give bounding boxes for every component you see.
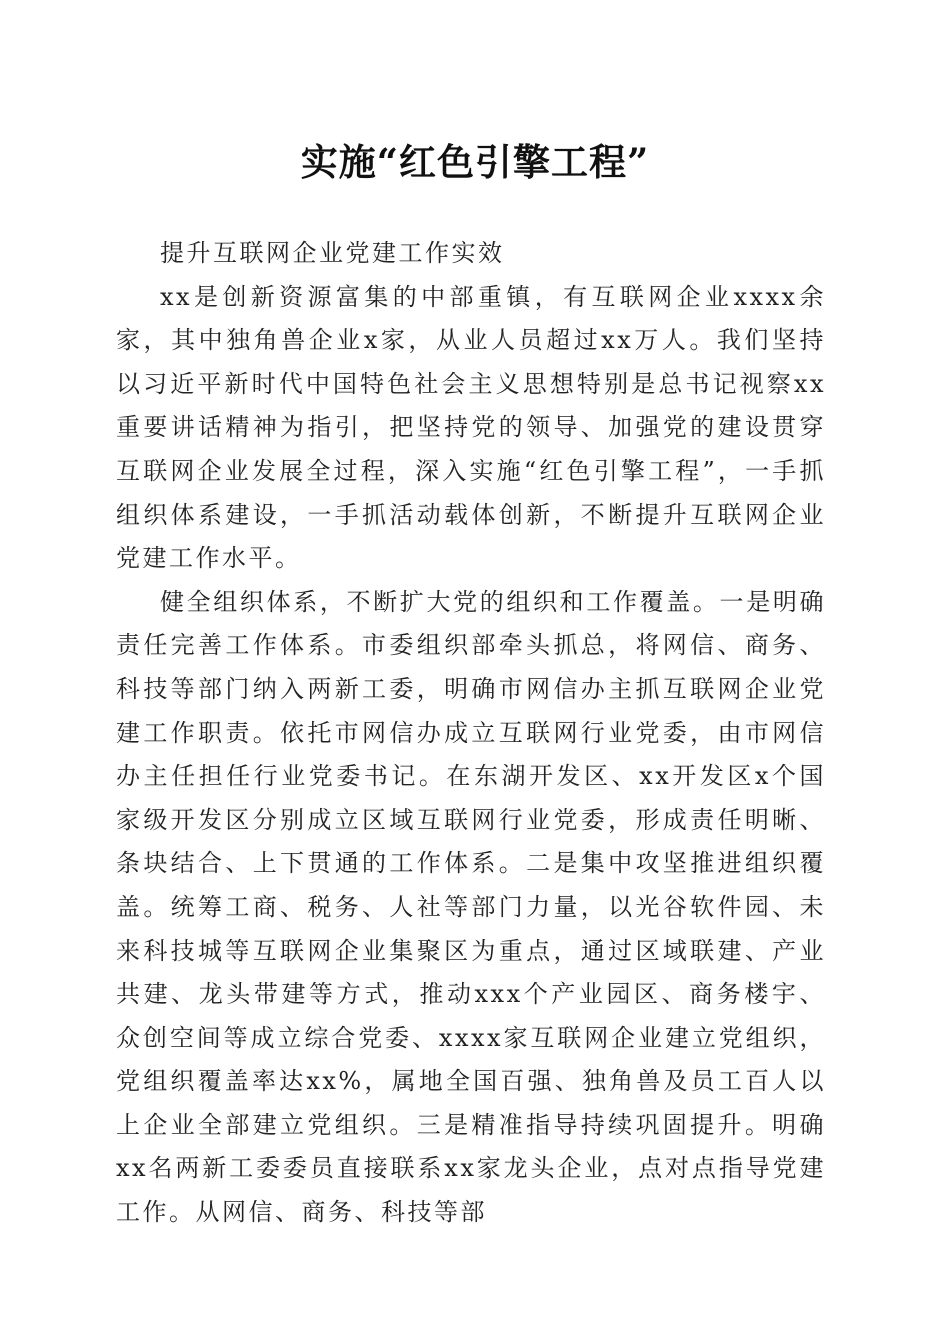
body-paragraph: xx是创新资源富集的中部重镇，有互联网企业xxxx余家，其中独角兽企业x家，从业人员超过xx万人。我们坚持以习近平新时代中国特色社会主义思想特别是总书记视察xx重要讲话精神为指引，把坚持党的领导、加强党的建设贯穿互联网企业发展全过程，深入实施“红色引擎工程”，一手抓组织体系建设，一手抓活动载体创新，不断提升互联网企业党建工作水平。	[116, 282, 826, 573]
document-title: 实施“红色引擎工程”	[300, 140, 650, 184]
body-paragraph: 健全组织体系，不断扩大党的组织和工作覆盖。一是明确责任完善工作体系。市委组织部牵头抓总，将网信、商务、科技等部门纳入两新工委，明确市网信办主抓互联网企业党建工作职责。依托市网信办成立互联网行业党委，由市网信办主任担任行业党委书记。在东湖开发区、xx开发区x个国家级开发区分别成立区域互联网行业党委，形成责任明晰、条块结合、上下贯通的工作体系。二是集中攻坚推进组织覆盖。统筹工商、税务、人社等部门力量，以光谷软件园、未来科技城等互联网企业集聚区为重点，通过区域联建、产业共建、龙头带建等方式，推动xxx个产业园区、商务楼宇、众创空间等成立综合党委、xxxx家互联网企业建立党组织，党组织覆盖率达xx%，属地全国百强、独角兽及员工百人以上企业全部建立党组织。三是精准指导持续巩固提升。明确xx名两新工委委员直接联系xx家龙头企业，点对点指导党建工作。从网信、商务、科技等部	[116, 587, 826, 1227]
document-subtitle: 提升互联网企业党建工作实效	[160, 239, 505, 267]
document-body	[116, 232, 826, 1235]
